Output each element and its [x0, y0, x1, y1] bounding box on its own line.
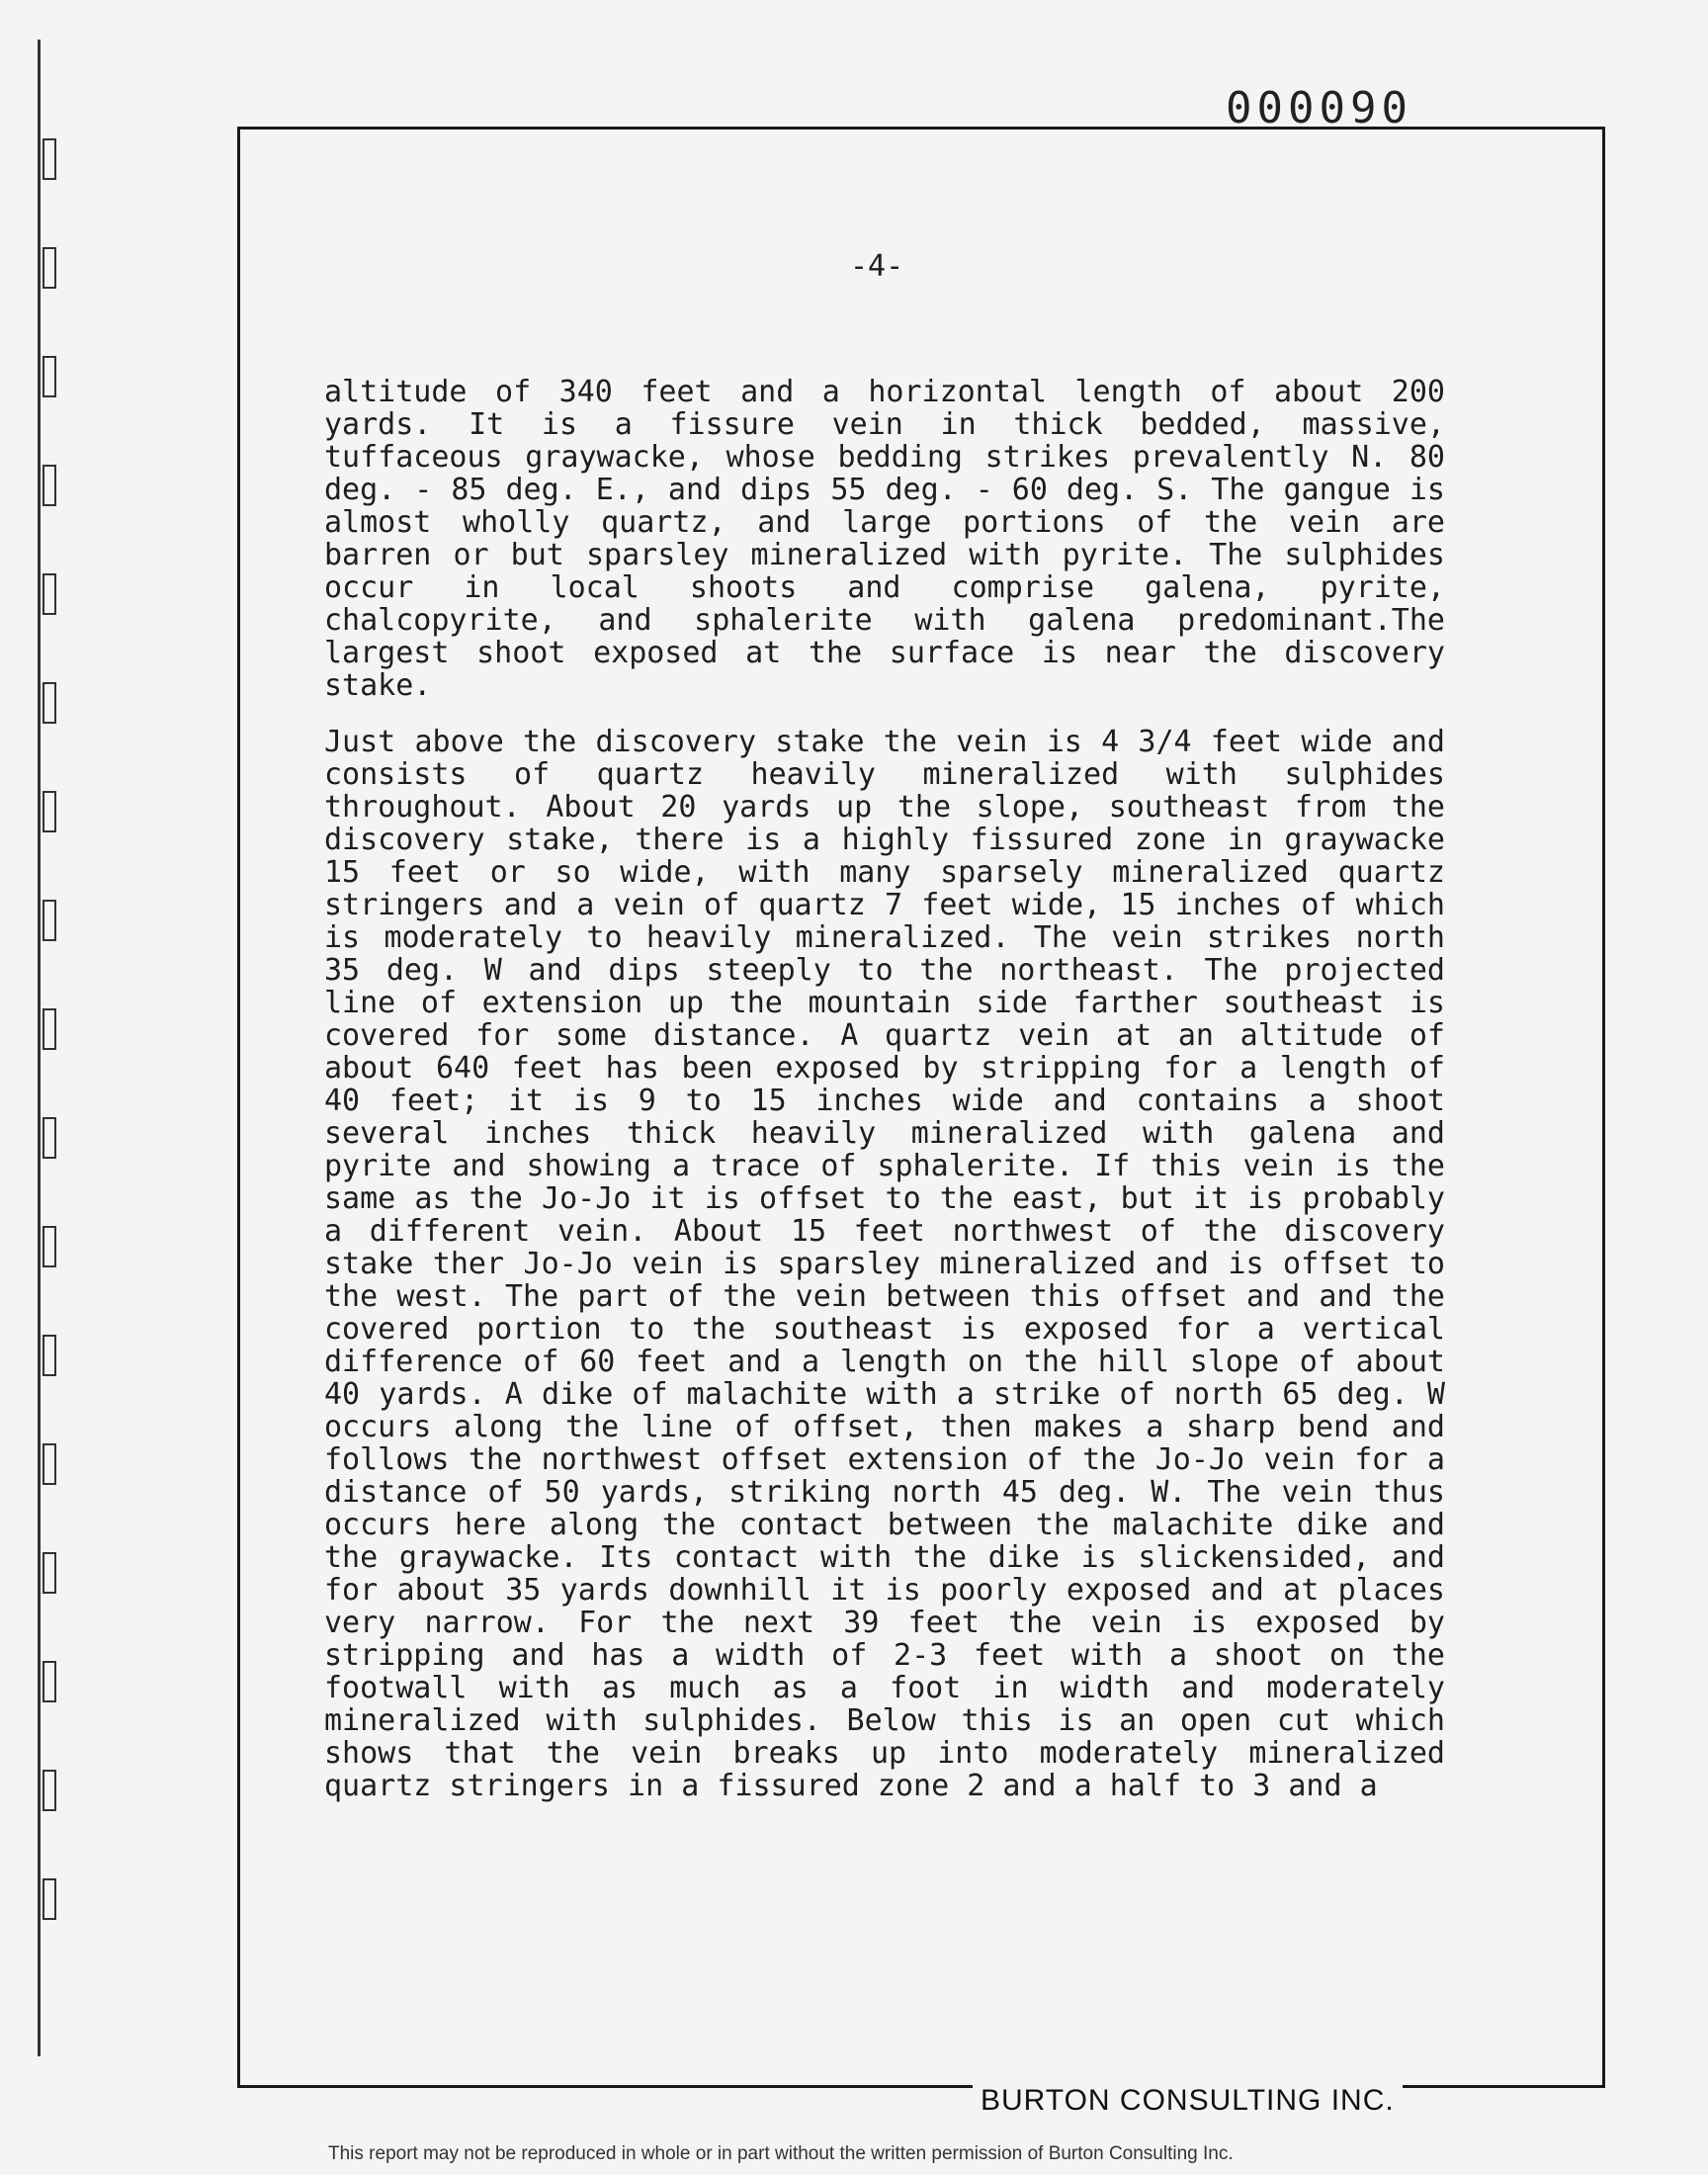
binding-hole	[43, 138, 56, 180]
binding-hole	[43, 1443, 56, 1485]
binding-hole	[43, 1335, 56, 1376]
page-number: -4-	[850, 249, 904, 284]
document-number: 000090	[1226, 83, 1412, 133]
binding-hole	[43, 900, 56, 941]
binding-hole	[43, 791, 56, 832]
binding-hole	[43, 465, 56, 506]
paragraph: Just above the discovery stake the vein is 4 3/4 feet wide and consists of quartz heavily mineralized with sulphides throughout. About 20 yards up the slope, southeast from the discovery stake, there is a highly fissured zone in graywacke 15 feet or so wide, with many sparsely mineralized quartz stringers and a vein of quartz 7 feet wide, 15 inches of which is moderately to heavily mineralized. The vein strikes north 35 deg. W and dips steeply to the northeast. The projected line of extension up the mountain side farther southeast is covered for some distance. A quartz vein at an altitude of about 640 feet has been exposed by stripping for a length of 40 feet; it is 9 to 15 inches wide and contains a shoot several inches thick heavily mineralized with galena and pyrite and showing a trace of sphalerite. If this vein is the same as the Jo-Jo it is offset to the east, but it is probably a different vein. About 15 feet northwest of the discovery stake ther Jo-Jo vein is sparsley mineralized and is offset to the west. The part of the vein between this offset and and the covered portion to the southeast is exposed for a vertical difference of 60 feet and a length on the hill slope of about 40 yards. A dike of malachite with a strike of north 65 deg. W occurs along the line of offset, then makes a sharp bend and follows the northwest offset extension of the Jo-Jo vein for a distance of 50 yards, striking north 45 deg. W. The vein thus occurs here along the contact between the malachite dike and the graywacke. Its contact with the dike is slickensided, and for about 35 yards downhill it is poorly exposed and at places very narrow. For the next 39 feet the vein is exposed by stripping and has a width of 2-3 feet with a shoot on the footwall with as much as a foot in width and moderately mineralized with sulphides. Below this is an open cut which shows that the vein breaks up into moderately mineralized quartz stringers in a fissured zone 2 and a half to 3 and a	[324, 725, 1445, 1803]
binding-hole	[43, 1226, 56, 1267]
binding-hole	[43, 1008, 56, 1050]
company-name: BURTON CONSULTING INC.	[973, 2084, 1403, 2118]
paragraph: altitude of 340 feet and a horizontal length of about 200 yards. It is a fissure vein in thick bedded, massive, tuffaceous graywacke, whose bedding strikes prevalently N. 80 deg. - 85 deg. E., and dips 55 deg. - 60 deg. S. The gangue is almost wholly quartz, and large portions of the vein are barren or but sparsley mineralized with pyrite. The sulphides occur in local shoots and comprise galena, pyrite, chalcopyrite, and sphalerite with galena predominant.The largest shoot exposed at the surface is near the discovery stake.	[324, 375, 1445, 703]
binding-holes	[38, 40, 58, 2056]
binding-hole	[43, 573, 56, 615]
binding-hole	[43, 1770, 56, 1811]
binding-hole	[43, 682, 56, 724]
binding-hole	[43, 356, 56, 397]
report-body	[324, 376, 1445, 1826]
binding-hole	[43, 247, 56, 289]
copyright-notice: This report may not be reproduced in whole or in part without the written permission of Burton Consulting Inc.	[328, 2143, 1234, 2164]
binding-hole	[43, 1878, 56, 1920]
binding-hole	[43, 1661, 56, 1702]
binding-hole	[43, 1117, 56, 1159]
binding-hole	[43, 1552, 56, 1594]
